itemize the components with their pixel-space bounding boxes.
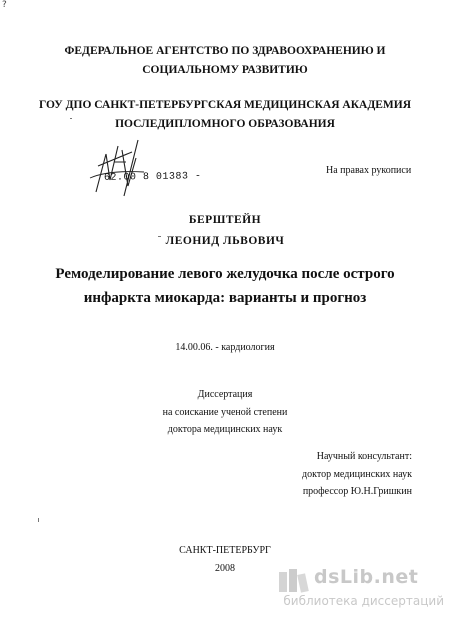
scientific-advisor-block <box>252 448 412 501</box>
advisor-line-3: профессор Ю.Н.Гришкин <box>302 486 412 497</box>
agency-header <box>0 42 450 80</box>
year: 2008 <box>215 563 235 574</box>
handwritten-signature <box>84 132 154 202</box>
degree-line-1: Диссертация <box>197 389 253 400</box>
agency-line-2: СОЦИАЛЬНОМУ РАЗВИТИЮ <box>142 64 308 76</box>
dissertation-degree-block <box>0 386 450 439</box>
degree-line-2: на соискание ученой степени <box>162 406 288 418</box>
watermark-subtitle: библиотека диссертаций <box>283 594 444 608</box>
stamp-number: 62.00 8 01383 - <box>103 171 202 184</box>
academy-line-2: ПОСЛЕДИПЛОМНОГО ОБРАЗОВАНИЯ <box>115 118 335 130</box>
academy-line-1: ГОУ ДПО САНКТ-ПЕТЕРБУРГСКАЯ МЕДИЦИНСКАЯ АКАДЕМИЯ <box>38 99 412 111</box>
scan-speck <box>158 236 161 237</box>
watermark-logo-text: dsLib.net <box>314 566 419 588</box>
manuscript-note: На правах рукописи <box>326 165 412 176</box>
academy-header <box>0 96 450 134</box>
specialty-code: 14.00.06. - кардиология <box>175 342 275 353</box>
scan-speck <box>38 518 39 522</box>
corner-mark: ? <box>2 0 7 10</box>
title-line-1: Ремоделирование левого желудочка после острого <box>55 266 395 282</box>
title-line-2: инфаркта миокарда: варианты и прогноз <box>83 290 367 306</box>
scan-speck <box>70 118 72 119</box>
author-given-names: ЛЕОНИД ЛЬВОВИЧ <box>165 235 285 247</box>
dslib-logo-icon <box>278 568 310 594</box>
author-block <box>0 210 450 252</box>
dslib-watermark <box>276 566 446 614</box>
dissertation-title <box>0 262 450 310</box>
degree-line-3: доктора медицинских наук <box>167 424 283 435</box>
advisor-line-1: Научный консультант: <box>316 451 412 462</box>
city: САНКТ-ПЕТЕРБУРГ <box>179 545 271 556</box>
agency-line-1: ФЕДЕРАЛЬНОЕ АГЕНТСТВО ПО ЗДРАВООХРАНЕНИЮ И <box>64 45 386 57</box>
author-surname: БЕРШТЕЙН <box>188 214 262 226</box>
advisor-line-2: доктор медицинских наук <box>302 468 412 480</box>
